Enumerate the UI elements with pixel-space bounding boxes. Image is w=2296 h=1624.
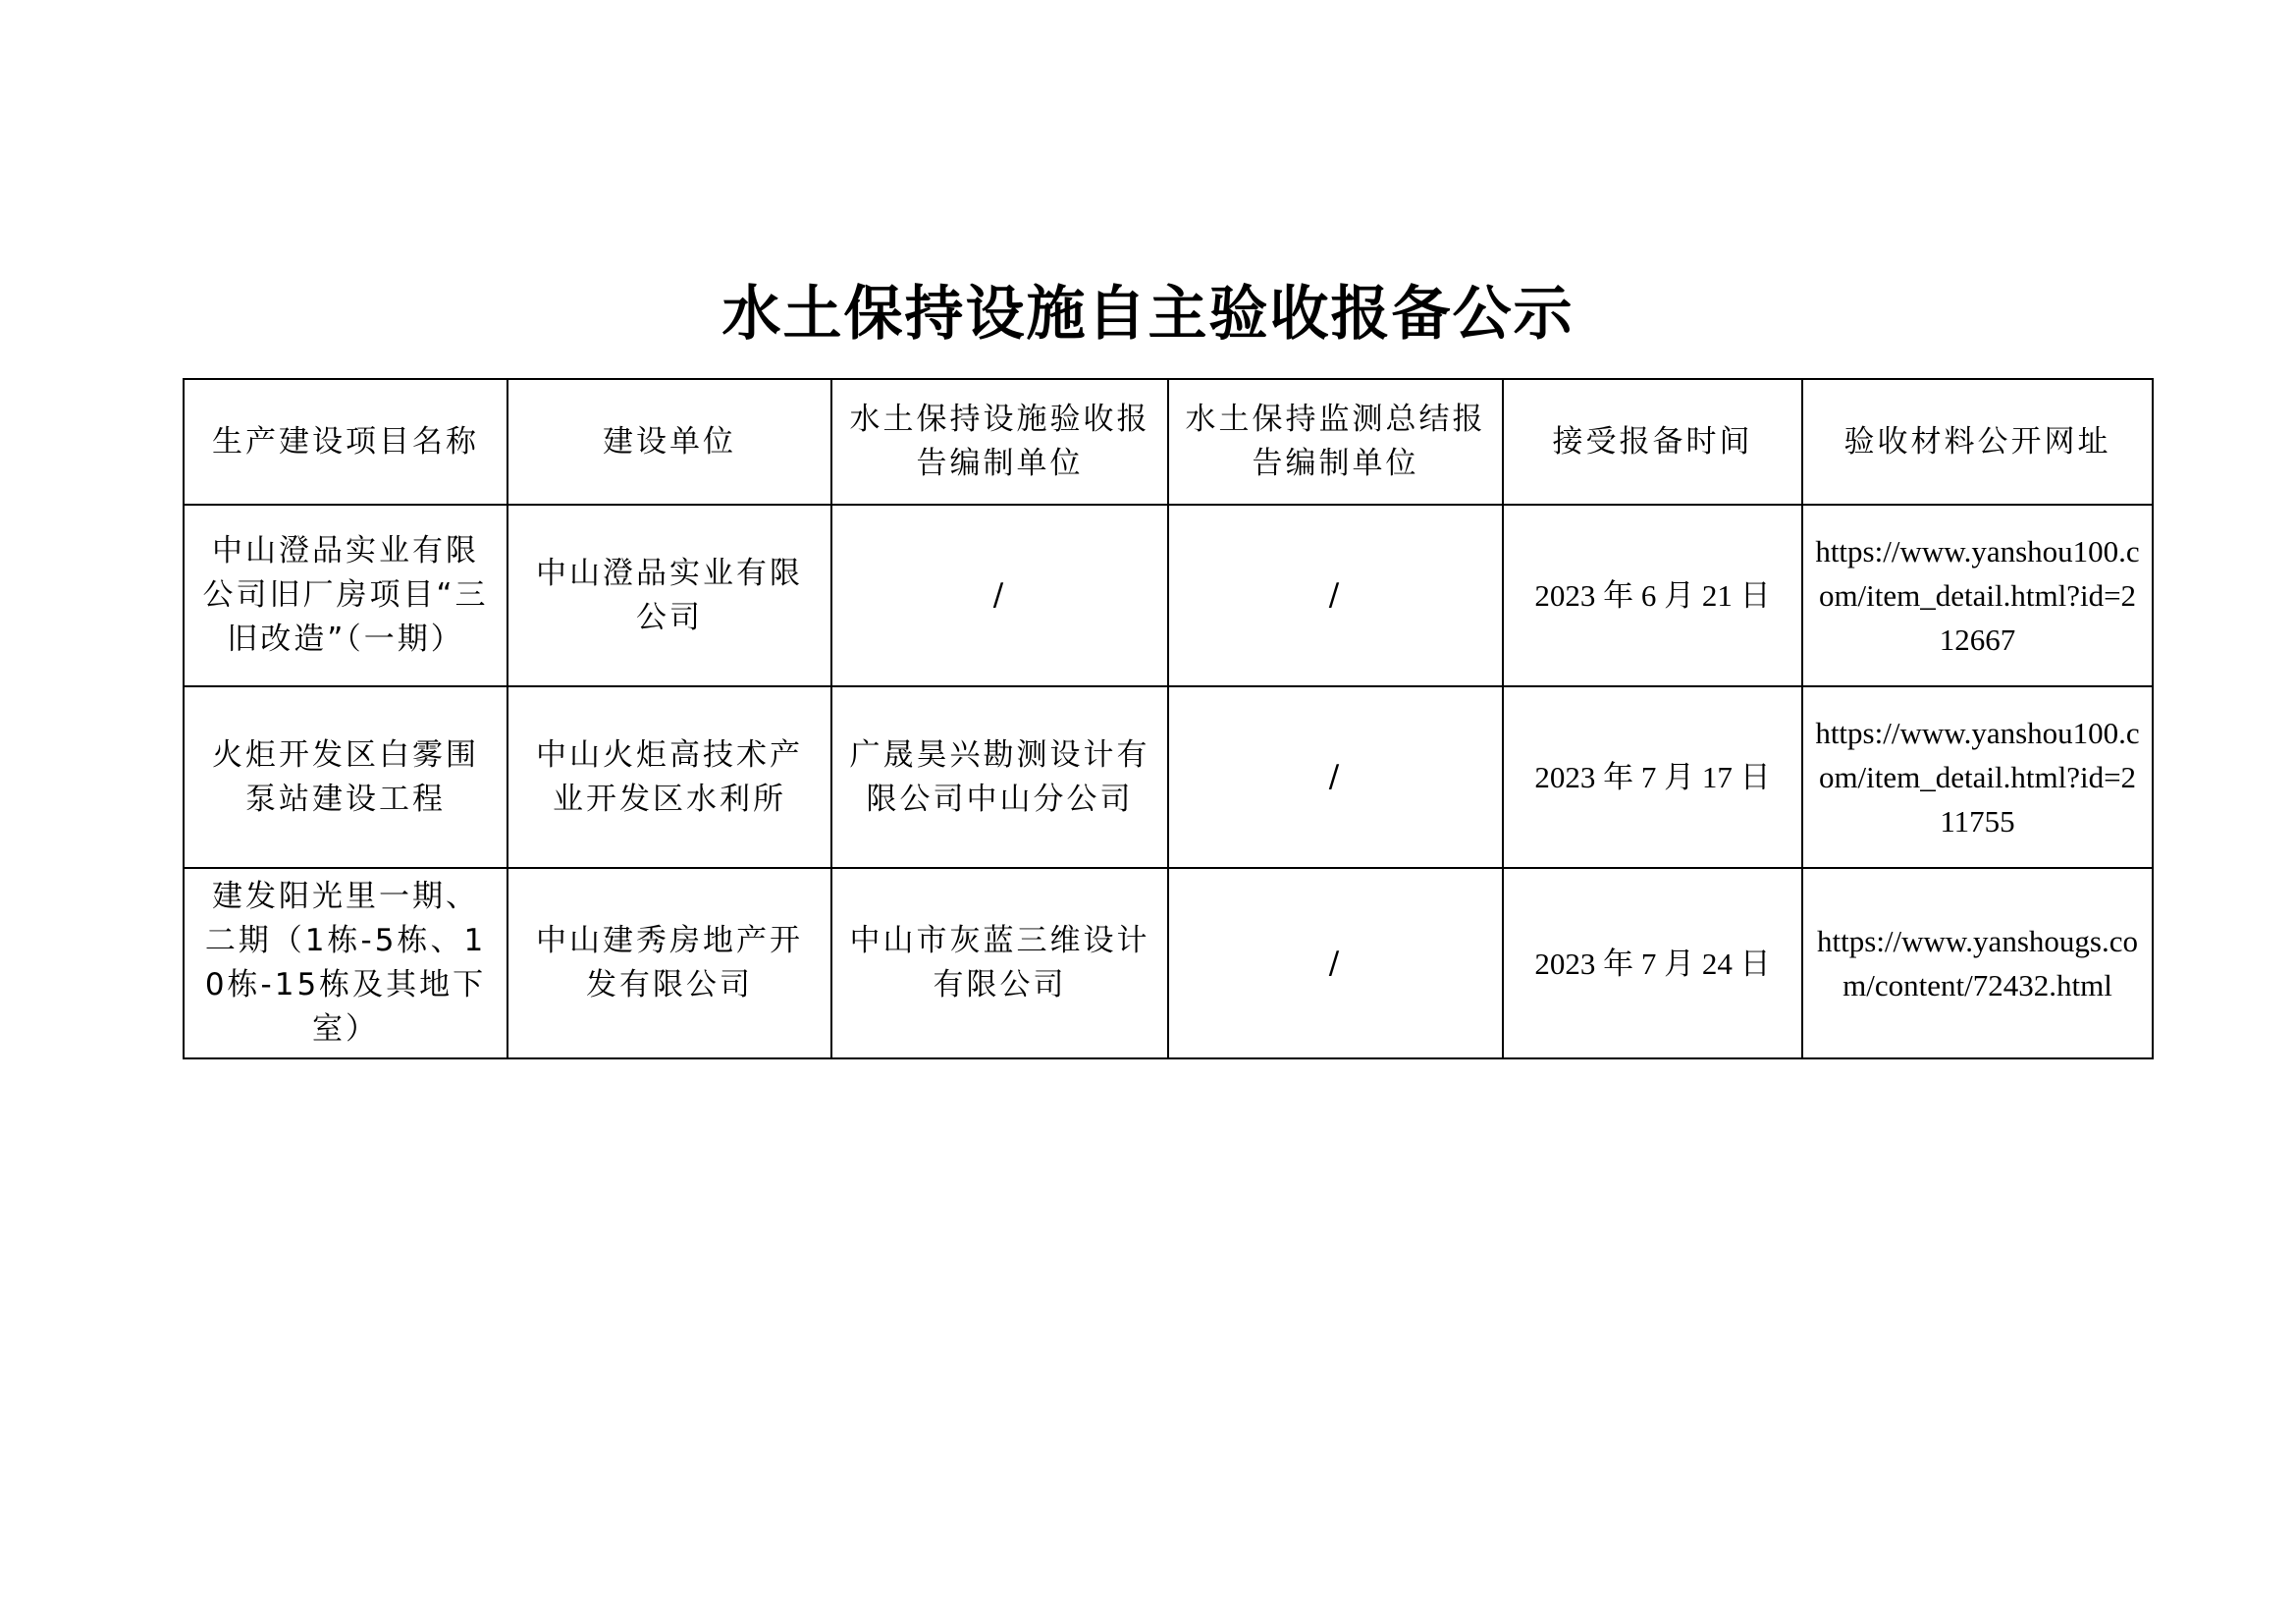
header-filing-date: 接受报备时间 [1503, 379, 1802, 505]
cell-public-url[interactable]: https://www.yanshougs.com/content/72432.html [1802, 868, 2153, 1058]
cell-monitoring-report-unit: / [1168, 868, 1503, 1058]
header-acceptance-report-unit: 水土保持设施验收报告编制单位 [831, 379, 1168, 505]
header-public-url: 验收材料公开网址 [1802, 379, 2153, 505]
table-row [184, 505, 2153, 686]
cell-monitoring-report-unit: / [1168, 505, 1503, 686]
table-row [184, 686, 2153, 868]
header-project-name: 生产建设项目名称 [184, 379, 507, 505]
header-builder: 建设单位 [507, 379, 831, 505]
page-title: 水土保持设施自主验收报备公示 [721, 280, 1575, 349]
filing-table [183, 378, 2154, 1059]
cell-builder: 中山火炬高技术产业开发区水利所 [507, 686, 831, 868]
table-row [184, 868, 2153, 1058]
cell-acceptance-report-unit: / [831, 505, 1168, 686]
cell-filing-date: 2023 年 6 月 21 日 [1503, 505, 1802, 686]
cell-project-name: 火炬开发区白雾围泵站建设工程 [184, 686, 507, 868]
cell-project-name: 建发阳光里一期、二期（1栋-5栋、10栋-15栋及其地下室） [184, 868, 507, 1058]
cell-public-url[interactable]: https://www.yanshou100.com/item_detail.html?id=212667 [1802, 505, 2153, 686]
cell-filing-date: 2023 年 7 月 17 日 [1503, 686, 1802, 868]
cell-acceptance-report-unit: 中山市灰蓝三维设计有限公司 [831, 868, 1168, 1058]
cell-project-name: 中山澄品实业有限公司旧厂房项目“三旧改造”（一期） [184, 505, 507, 686]
cell-builder: 中山澄品实业有限公司 [507, 505, 831, 686]
cell-acceptance-report-unit: 广晟昊兴勘测设计有限公司中山分公司 [831, 686, 1168, 868]
cell-builder: 中山建秀房地产开发有限公司 [507, 868, 831, 1058]
cell-monitoring-report-unit: / [1168, 686, 1503, 868]
cell-public-url[interactable]: https://www.yanshou100.com/item_detail.html?id=211755 [1802, 686, 2153, 868]
header-monitoring-report-unit: 水土保持监测总结报告编制单位 [1168, 379, 1503, 505]
table-header-row [184, 379, 2153, 505]
cell-filing-date: 2023 年 7 月 24 日 [1503, 868, 1802, 1058]
